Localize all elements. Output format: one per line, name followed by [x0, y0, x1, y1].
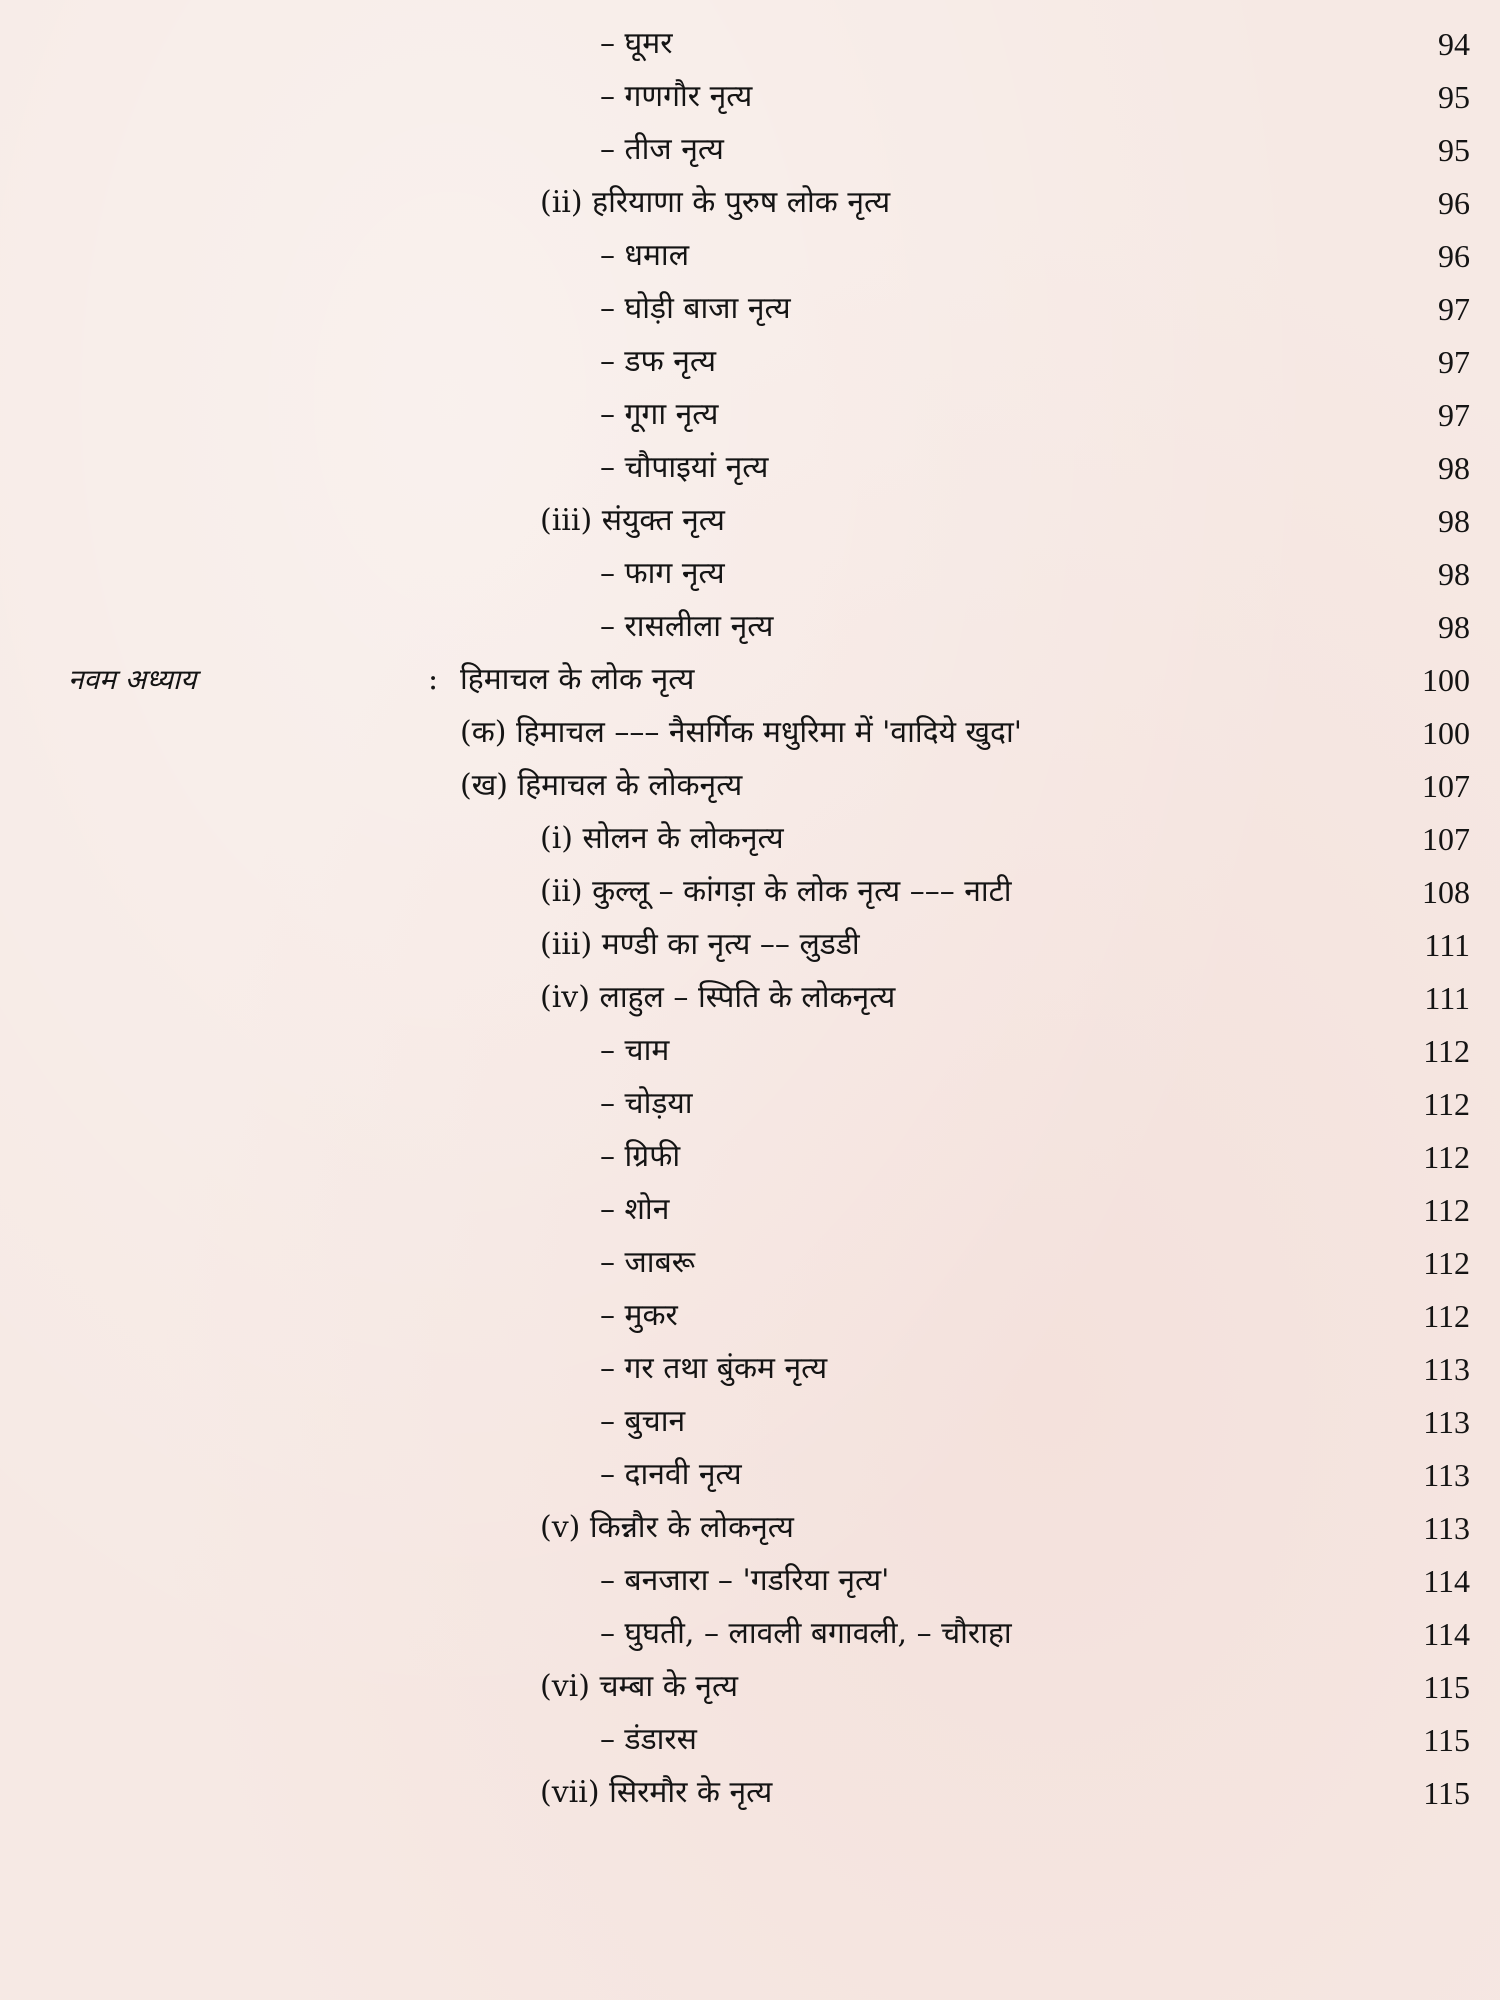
toc-page-number: 112 — [1423, 1192, 1470, 1228]
toc-entry-title: – घूमर — [600, 26, 673, 61]
toc-page-number: 114 — [1423, 1616, 1470, 1652]
toc-entry — [0, 870, 1500, 920]
toc-entry-title: (ख) हिमाचल के लोकनृत्य — [460, 768, 743, 803]
toc-page-number: 95 — [1438, 132, 1470, 168]
toc-entry-title: (ii) हरियाणा के पुरुष लोक नृत्य — [540, 185, 891, 220]
toc-page-number: 97 — [1438, 344, 1470, 380]
toc-entry — [0, 976, 1500, 1026]
toc-entry — [0, 1294, 1500, 1344]
toc-entry — [0, 75, 1500, 125]
toc-entry-title: – दानवी नृत्य — [600, 1457, 742, 1492]
toc-entry-title: (vii) सिरमौर के नृत्य — [540, 1775, 773, 1810]
toc-entry — [0, 923, 1500, 973]
toc-entry — [0, 22, 1500, 72]
toc-page-number: 111 — [1424, 927, 1470, 963]
toc-entry-title: – चाम — [600, 1033, 670, 1068]
toc-entry — [0, 552, 1500, 602]
toc-page-number: 95 — [1438, 79, 1470, 115]
toc-page-number: 112 — [1423, 1033, 1470, 1069]
toc-entry — [0, 181, 1500, 231]
toc-entry-title: – रासलीला नृत्य — [600, 609, 774, 644]
toc-entry — [0, 393, 1500, 443]
toc-chapter-entry — [0, 658, 1500, 708]
toc-entry — [0, 1718, 1500, 1768]
toc-page-number: 108 — [1422, 874, 1470, 910]
toc-entry-title: (ii) कुल्लू – कांगड़ा के लोक नृत्य ––– नाटी — [540, 874, 1012, 909]
toc-page-number: 111 — [1424, 980, 1470, 1016]
toc-page-number: 100 — [1422, 662, 1470, 698]
toc-entry-title: (क) हिमाचल ––– नैसर्गिक मधुरिमा में 'वादिये खुदा' — [460, 715, 1022, 750]
toc-entry-title: (iv) लाहुल – स्पिति के लोकनृत्य — [540, 980, 896, 1015]
toc-page-number: 115 — [1423, 1669, 1470, 1705]
toc-entry — [0, 1559, 1500, 1609]
toc-entry-title: – गूगा नृत्य — [600, 397, 719, 432]
toc-entry — [0, 287, 1500, 337]
toc-entry — [0, 1347, 1500, 1397]
toc-entry-title: – घोड़ी बाजा नृत्य — [600, 291, 791, 326]
toc-entry-title: – डंडारस — [600, 1722, 697, 1757]
toc-entry-title: – जाबरू — [600, 1245, 696, 1280]
toc-page-number: 97 — [1438, 397, 1470, 433]
toc-entry — [0, 1665, 1500, 1715]
toc-page-number: 107 — [1422, 768, 1470, 804]
toc-page-number: 113 — [1423, 1351, 1470, 1387]
toc-entry-title: – गणगौर नृत्य — [600, 79, 753, 114]
toc-entry — [0, 499, 1500, 549]
toc-entry-title: – घुघती, – लावली बगावली, – चौराहा — [600, 1616, 1012, 1651]
toc-entry — [0, 234, 1500, 284]
toc-entry — [0, 340, 1500, 390]
toc-page-number: 112 — [1423, 1298, 1470, 1334]
toc-entry — [0, 1771, 1500, 1821]
toc-entry-title: – मुकर — [600, 1298, 678, 1333]
toc-page-number: 98 — [1438, 503, 1470, 539]
toc-entry — [0, 1453, 1500, 1503]
toc-entry-title: (vi) चम्बा के नृत्य — [540, 1669, 739, 1704]
toc-entry — [0, 817, 1500, 867]
toc-page-number: 112 — [1423, 1245, 1470, 1281]
toc-entry — [0, 605, 1500, 655]
toc-entry-title: – गर तथा बुंकम नृत्य — [600, 1351, 828, 1386]
toc-page-number: 115 — [1423, 1775, 1470, 1811]
toc-entry-title: – फाग नृत्य — [600, 556, 725, 591]
chapter-title: हिमाचल के लोक नृत्य — [460, 662, 695, 697]
toc-entry-title: – ग्रिफी — [600, 1139, 681, 1174]
toc-page-number: 107 — [1422, 821, 1470, 857]
toc-page-number: 113 — [1423, 1510, 1470, 1546]
toc-entry-title: (iii) मण्डी का नृत्य –– लुडडी — [540, 927, 860, 962]
toc-page-number: 97 — [1438, 291, 1470, 327]
toc-page-number: 112 — [1423, 1139, 1470, 1175]
toc-entry — [0, 1135, 1500, 1185]
toc-entry-title: – बुचान — [600, 1404, 686, 1439]
toc-entry-title: (iii) संयुक्त नृत्य — [540, 503, 725, 538]
chapter-colon: : — [428, 662, 439, 697]
toc-entry — [0, 1029, 1500, 1079]
toc-entry-title: – डफ नृत्य — [600, 344, 717, 379]
toc-entry-title: – शोन — [600, 1192, 670, 1227]
toc-entry — [0, 128, 1500, 178]
toc-page-number: 115 — [1423, 1722, 1470, 1758]
toc-entry — [0, 711, 1500, 761]
toc-page-number: 100 — [1422, 715, 1470, 751]
toc-page-number: 113 — [1423, 1404, 1470, 1440]
toc-entry — [0, 764, 1500, 814]
toc-entry-title: – बनजारा – 'गडरिया नृत्य' — [600, 1563, 890, 1598]
toc-page-number: 113 — [1423, 1457, 1470, 1493]
toc-page-number: 112 — [1423, 1086, 1470, 1122]
toc-entry — [0, 1506, 1500, 1556]
toc-entry — [0, 1082, 1500, 1132]
toc-page-number: 96 — [1438, 185, 1470, 221]
toc-entry-title: – तीज नृत्य — [600, 132, 724, 167]
toc-page-number: 94 — [1438, 26, 1470, 62]
toc-entry-title: – धमाल — [600, 238, 690, 273]
toc-entry — [0, 1400, 1500, 1450]
toc-page-number: 98 — [1438, 556, 1470, 592]
toc-entry — [0, 446, 1500, 496]
toc-page-number: 96 — [1438, 238, 1470, 274]
chapter-label: नवम अध्याय — [68, 663, 197, 696]
toc-entry-title: – चोड़या — [600, 1086, 693, 1121]
toc-entry-title: – चौपाइयां नृत्य — [600, 450, 769, 485]
toc-page-number: 98 — [1438, 609, 1470, 645]
toc-entry — [0, 1241, 1500, 1291]
toc-entry-title: (v) किन्नौर के लोकनृत्य — [540, 1510, 794, 1545]
toc-page-number: 98 — [1438, 450, 1470, 486]
toc-entry — [0, 1188, 1500, 1238]
toc-entry — [0, 1612, 1500, 1662]
toc-entry-title: (i) सोलन के लोकनृत्य — [540, 821, 784, 856]
toc-page-number: 114 — [1423, 1563, 1470, 1599]
